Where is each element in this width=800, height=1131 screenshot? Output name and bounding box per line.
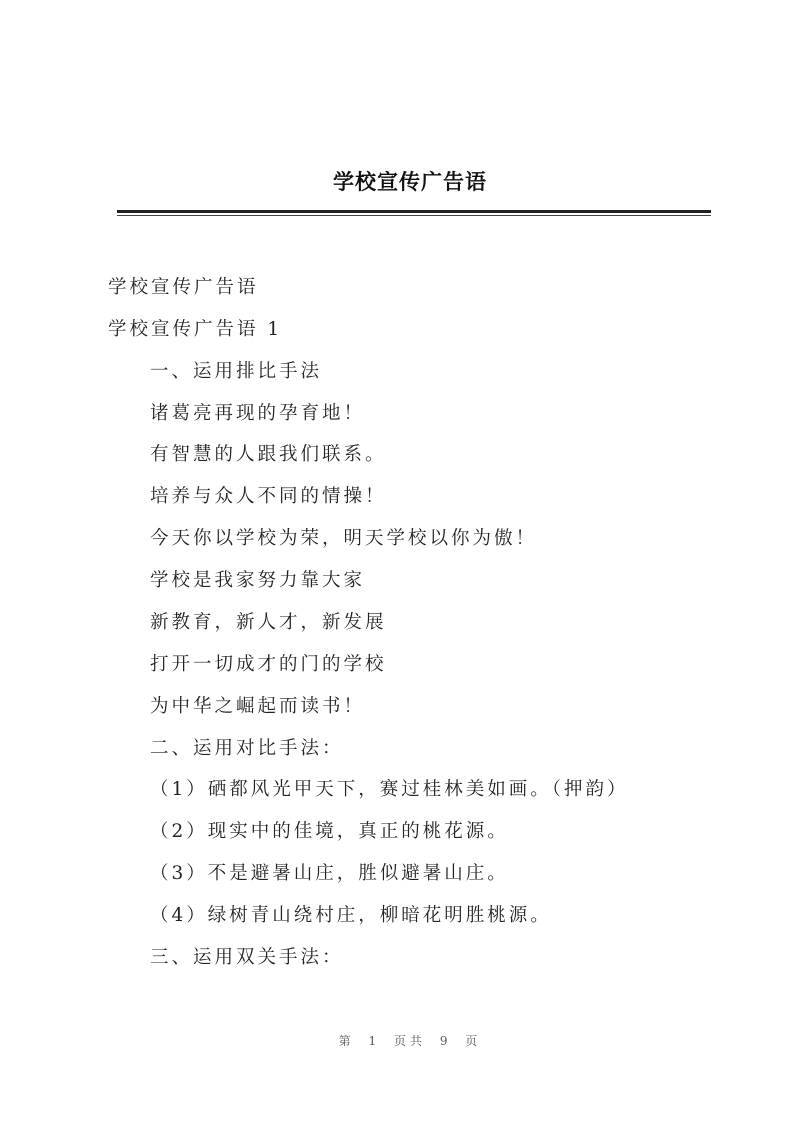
body-line: （1）硒都风光甲天下，赛过桂林美如画。（押韵） [150,779,629,800]
footer-middle: 页共 [393,1034,426,1048]
body-line: 有智慧的人跟我们联系。 [150,444,387,465]
body-line: （2）现实中的佳境，真正的桃花源。 [150,821,509,842]
body-line: 打开一切成才的门的学校 [150,654,387,675]
body-line: 为中华之崛起而读书！ [150,696,366,717]
body-line: 今天你以学校为荣，明天学校以你为傲！ [150,528,538,549]
heading-line: 学校宣传广告语 [108,277,259,298]
page-footer [0,1032,800,1049]
section-heading-1: 一、运用排比手法 [150,361,323,382]
footer-suffix: 页 [465,1034,482,1048]
body-line: 培养与众人不同的情操！ [150,486,387,507]
title-rule [117,210,711,213]
section-heading-2: 二、运用对比手法： [150,738,344,759]
title-rule-thin [117,215,711,216]
footer-total-pages: 9 [439,1034,452,1048]
body-line: （4）绿树青山绕村庄，柳暗花明胜桃源。 [150,905,552,926]
footer-prefix: 第 [338,1034,355,1048]
body-line: 新教育，新人才，新发展 [150,612,387,633]
page-title: 学校宣传广告语 [333,169,487,194]
body-line: 学校是我家努力靠大家 [150,570,366,591]
footer-page-number: 1 [368,1034,381,1048]
body-line: （3）不是避暑山庄，胜似避暑山庄。 [150,863,509,884]
section-heading-3: 三、运用双关手法： [150,947,344,968]
subheading-line: 学校宣传广告语 1 [108,319,283,340]
body-line: 诸葛亮再现的孕育地！ [150,403,366,424]
